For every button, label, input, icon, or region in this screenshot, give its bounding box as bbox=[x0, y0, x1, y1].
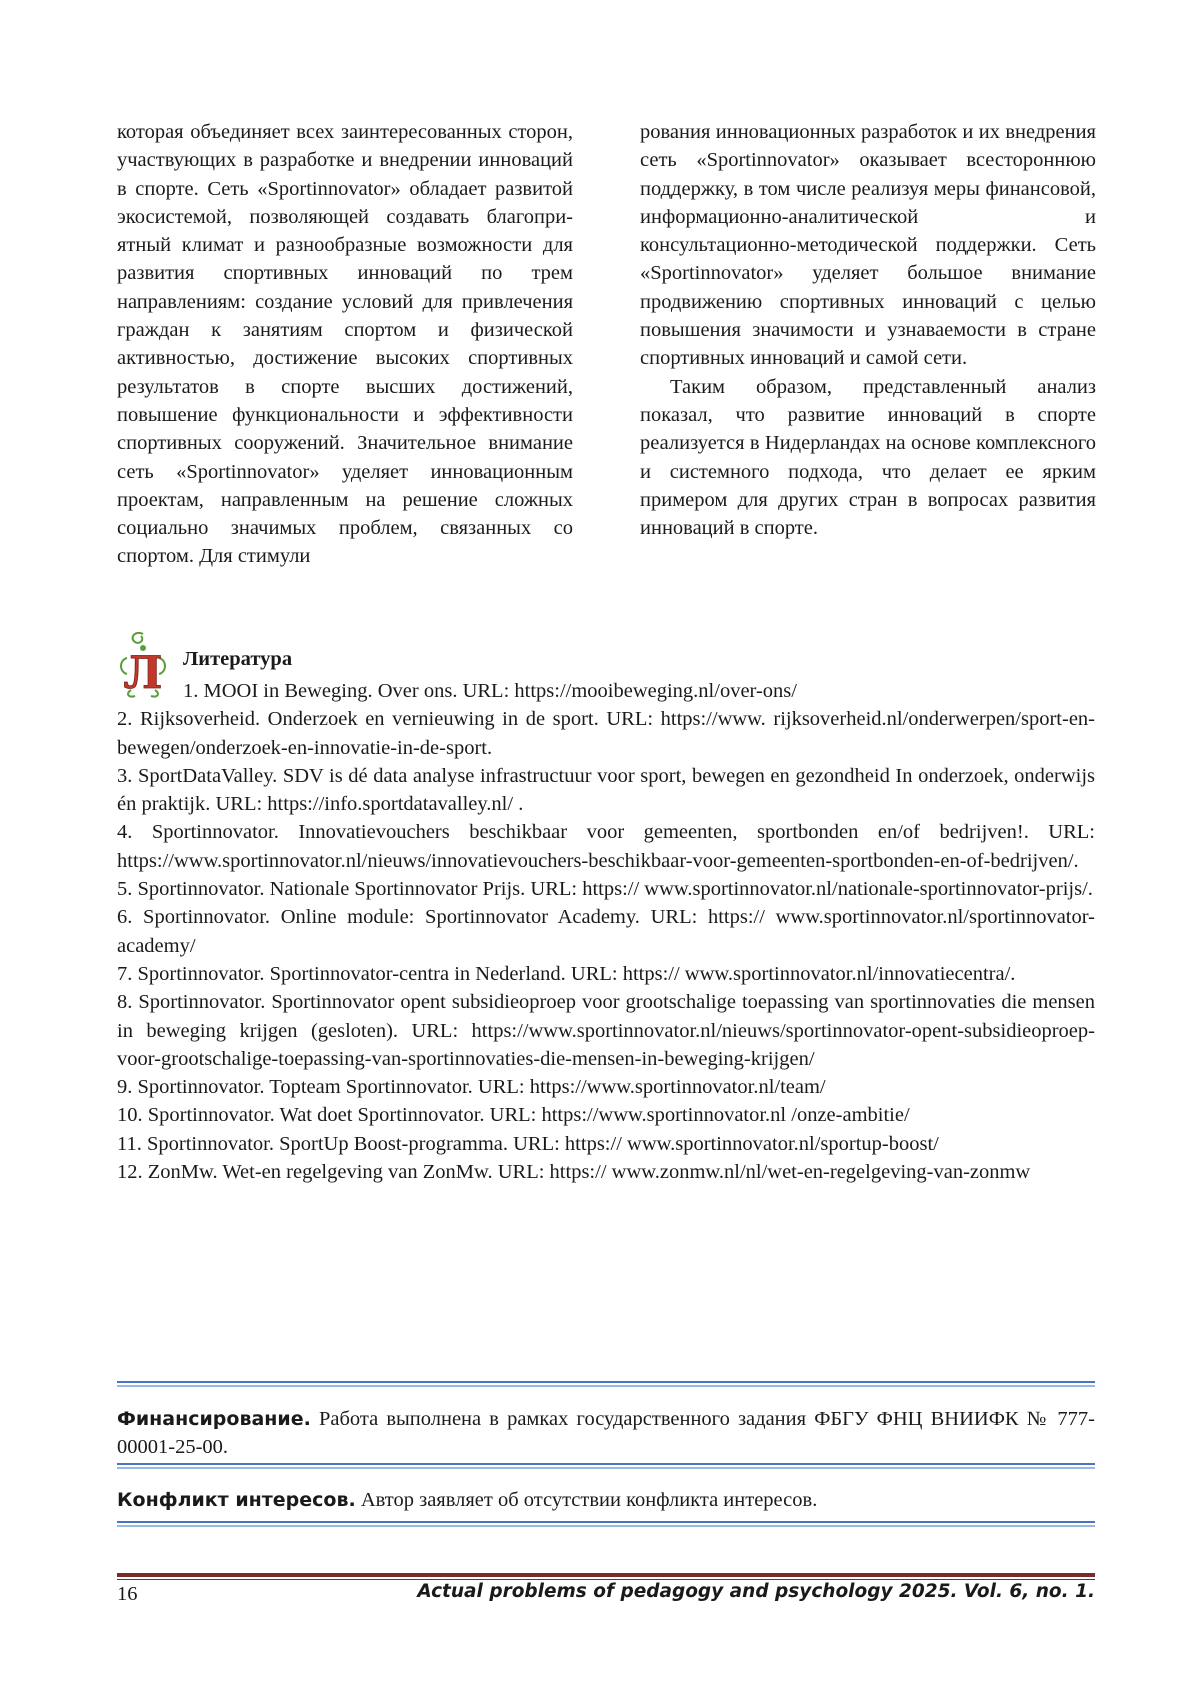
reference-item: 3. SportDataValley. SDV is dé data analyse infrastructuur voor sport, bewegen en gezondheid In onderzoek, onderwijs én praktijk. URL: https://info.sportdatavalley.nl/ . bbox=[117, 764, 1095, 816]
journal-title: Actual problems of pedagogy and psychology 2025. Vol. 6, no. 1. bbox=[417, 1581, 1095, 1602]
body-paragraph: которая объединяет всех заинтересованных сторон, участвующих в разработке и внедрении инноваций в спорте. Сеть «Sportinnovator» обладает развитой экосистемой, позволяющей создавать благоприятный климат и разнообразные возможности для развития спортивных инноваций по трем направлениям: создание условий для привлечения граждан к занятиям спортом и физической активностью, достижение высоких спортивных результатов в спорте высших достижений, повышение функциональности и эффективности спортивных сооружений. Значительное внимание сеть «Sportinnovator» уделяет инновационным проектам, направленным на решение сложных социально значимых проблем, связанных со спортом. Для стимули bbox=[117, 121, 573, 568]
conflict-note bbox=[117, 1486, 1095, 1514]
left-column bbox=[117, 118, 573, 571]
conclusion-paragraph: Таким образом, представленный анализ показал, что развитие инноваций в спорте реализуется в Нидерландах на основе комплексного и системного подхода, что делает ее ярким примером для других стран в вопросах развития инноваций в спорте. bbox=[640, 375, 1096, 540]
funding-text: Работа выполнена в рамках государственного задания ФБГУ ФНЦ ВНИИФК № 777-00001-25-00. bbox=[117, 1408, 1095, 1459]
section-divider bbox=[117, 1381, 1095, 1387]
reference-item: 8. Sportinnovator. Sportinnovator opent subsidieoproep voor grootschalige toepassing van sportinnovaties die mensen in beweging krijgen (gesloten). URL: https://www.sportinnovator.nl/nieuws/sportinnovator-opent-subsidieoproep-voor-grootschalige-toepassing-van-sportinnovaties-die-mensen-in-beweging-krijgen/ bbox=[117, 991, 1095, 1070]
reference-item: 1. MOOI in Beweging. Over ons. URL: https://mooibeweging.nl/over-ons/ bbox=[183, 680, 797, 702]
conflict-text: Автор заявляет об отсутствии конфликта интересов. bbox=[360, 1489, 818, 1511]
funding-note bbox=[117, 1405, 1095, 1462]
reference-item: 7. Sportinnovator. Sportinnovator-centra in Nederland. URL: https:// www.sportinnovator.nl/innovatiecentra/. bbox=[117, 962, 1016, 985]
reference-item: 5. Sportinnovator. Nationale Sportinnovator Prijs. URL: https:// www.sportinnovator.nl/nationale-sportinnovator-prijs/. bbox=[117, 878, 1093, 901]
conflict-label: Конфликт интересов. bbox=[117, 1489, 356, 1511]
references-list bbox=[117, 677, 1095, 1186]
ornamental-letter: Л bbox=[123, 648, 163, 699]
funding-label: Финансирование. bbox=[117, 1408, 311, 1430]
body-paragraph: рования инновационных разработок и их внедрения сеть «Sportinnovator» оказывает всестороннюю поддержку, в том числе реализуя меры финансовой, информационно-аналитической и консультационно-методической поддержки. Сеть «Sportinnovator» уделяет большое внимание продвижению спортивных инноваций с целью повышения значимости и узнаваемости в стране спортивных инноваций и самой сети. bbox=[640, 121, 1096, 370]
reference-item: 12. ZonMw. Wet-en regelgeving van ZonMw. URL: https:// www.zonmw.nl/nl/wet-en-regelgeving-van-zonmw bbox=[117, 1161, 1031, 1184]
reference-item: 11. Sportinnovator. SportUp Boost-programma. URL: https:// www.sportinnovator.nl/sportup-boost/ bbox=[117, 1132, 939, 1155]
right-column bbox=[640, 118, 1096, 542]
reference-item: 2. Rijksoverheid. Onderzoek en vernieuwing in de sport. URL: https://www. rijksoverheid.nl/onderwerpen/sport-en-bewegen/onderzoek-en-innovatie-in-de-sport. bbox=[117, 708, 1095, 759]
reference-item: 6. Sportinnovator. Online module: Sportinnovator Academy. URL: https:// www.sportinnovator.nl/sportinnovator-academy/ bbox=[117, 906, 1095, 957]
page-number: 16 bbox=[117, 1583, 138, 1605]
references-heading: Литература bbox=[183, 648, 293, 670]
section-divider bbox=[117, 1463, 1095, 1469]
reference-item: 9. Sportinnovator. Topteam Sportinnovator. URL: https://www.sportinnovator.nl/team/ bbox=[117, 1076, 826, 1099]
footer-divider bbox=[117, 1573, 1095, 1580]
reference-item: 10. Sportinnovator. Wat doet Sportinnovator. URL: https://www.sportinnovator.nl /onze-ambitie/ bbox=[117, 1104, 910, 1127]
reference-item: 4. Sportinnovator. Innovatievouchers beschikbaar voor gemeenten, sportbonden en/of bedrijven!. URL: https://www.sportinnovator.nl/nieuws/innovatievouchers-beschikbaar-voor-gemeenten-sportbonden-en-of-bedrijven/. bbox=[117, 821, 1095, 872]
section-divider bbox=[117, 1521, 1095, 1527]
